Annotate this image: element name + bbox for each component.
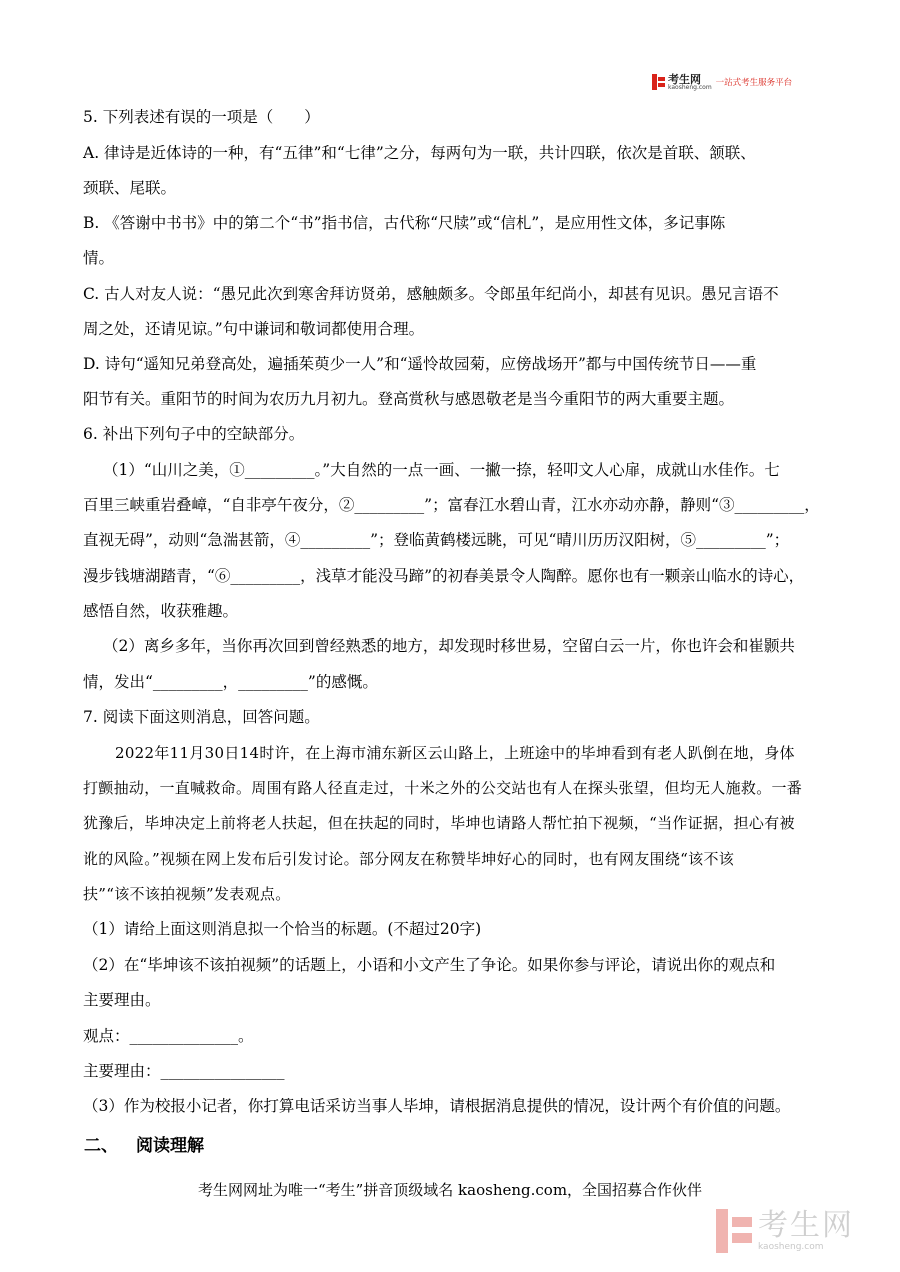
q6-part1-line-4: 漫步钱塘湖踏青，“⑥_________，浅草才能没马蹄”的初春美景令人陶醉。愿你也有一颗亲山临水的诗心， <box>83 567 805 585</box>
watermark-domain: kaosheng.com <box>758 1241 824 1252</box>
option-b-line-1: B. 《答谢中书书》中的第二个“书”指书信，古代称“尺牍”或“信札”，是应用性文体，多记事陈 <box>83 214 726 232</box>
watermark <box>716 1207 876 1255</box>
kaosheng-logo-icon <box>652 74 665 90</box>
q7-reason-blank: 主要理由：________________ <box>83 1062 285 1080</box>
news-line-1: 2022年11月30日14时许，在上海市浦东新区云山路上，上班途中的毕坤看到有老人趴倒在地，身体 <box>115 744 795 762</box>
q7-part2-line-2: 主要理由。 <box>83 991 161 1009</box>
q6-part1-line-3: 直视无碍”，动则“急湍甚箭，④_________”；登临黄鹤楼远眺，可见“晴川历历汉阳树，⑤_________”； <box>83 531 790 549</box>
logo-name: 考生网 <box>668 72 701 86</box>
q7-part1: （1）请给上面这则消息拟一个恰当的标题。(不超过20字) <box>83 920 482 938</box>
page-footer: 考生网网址为唯一“考生”拼音顶级域名 kaosheng.com，全国招募合作伙伴 <box>197 1181 703 1199</box>
logo-text <box>668 74 712 91</box>
option-c-line-2: 周之处，还请见谅。”句中谦词和敬词都使用合理。 <box>83 320 425 338</box>
section-title: 阅读理解 <box>136 1136 204 1156</box>
logo-domain: kaosheng.com <box>668 83 712 91</box>
option-d-line-2: 阳节有关。重阳节的时间为农历九月初九。登高赏秋与感恩敬老是当今重阳节的两大重要主题。 <box>83 390 735 408</box>
q7-part3: （3）作为校报小记者，你打算电话采访当事人毕坤，请根据消息提供的情况，设计两个有价值的问题。 <box>83 1097 791 1115</box>
q6-part1-line-2: 百里三峡重岩叠嶂，“自非亭午夜分，②_________”；富春江水碧山青，江水亦动亦静，静则“③_________， <box>83 496 820 514</box>
option-a-line-2: 颈联、尾联。 <box>83 179 177 197</box>
q7-part2-line-1: （2）在“毕坤该不该拍视频”的话题上，小语和小文产生了争论。如果你参与评论，请说出你的观点和 <box>83 956 776 974</box>
q6-part1-line-5: 感悟自然，收获雅趣。 <box>83 602 239 620</box>
q7-viewpoint-blank: 观点：______________。 <box>83 1027 254 1045</box>
news-line-2: 打颤抽动，一直喊救命。周围有路人径直走过，十米之外的公交站也有人在探头张望，但均无人施救。一番 <box>83 779 803 797</box>
news-line-5: 扶”“该不该拍视频”发表观点。 <box>83 885 291 903</box>
watermark-logo-icon <box>716 1209 752 1253</box>
option-d-line-1: D. 诗句“遥知兄弟登高处，遍插茱萸少一人”和“遥怜故园菊，应傍战场开”都与中国传统节日——重 <box>83 355 757 373</box>
q6-part2-line-2: 情，发出“_________，_________”的感慨。 <box>83 673 378 691</box>
section-heading <box>84 1131 204 1156</box>
option-c-line-1: C. 古人对友人说：“愚兄此次到寒舍拜访贤弟，感触颇多。令郎虽年纪尚小，却甚有见识。愚兄言语不 <box>83 285 779 303</box>
header-slogan: 一站式考生服务平台 <box>715 78 793 88</box>
page-header <box>652 72 792 92</box>
news-line-3: 犹豫后，毕坤决定上前将老人扶起，但在扶起的同时，毕坤也请路人帮忙拍下视频，“当作证据，担心有被 <box>83 814 795 832</box>
news-line-4: 讹的风险。”视频在网上发布后引发讨论。部分网友在称赞毕坤好心的同时，也有网友围绕“该不该 <box>83 850 735 868</box>
section-number: 二、 <box>84 1136 118 1156</box>
q6-part2-line-1: （2）离乡多年，当你再次回到曾经熟悉的地方，却发现时移世易，空留白云一片，你也许会和崔颢共 <box>103 637 795 655</box>
q6-part1-line-1: （1）“山川之美，①_________。”大自然的一点一画、一撇一捺，轻叩文人心扉，成就山水佳作。七 <box>103 461 780 479</box>
watermark-text <box>758 1207 854 1252</box>
option-a-line-1: A. 律诗是近体诗的一种，有“五律”和“七律”之分，每两句为一联，共计四联，依次是首联、颔联、 <box>83 144 756 162</box>
option-b-line-2: 情。 <box>83 249 115 267</box>
question-7-stem: 7. 阅读下面这则消息，回答问题。 <box>83 708 320 726</box>
watermark-name: 考生网 <box>758 1207 854 1243</box>
question-6-stem: 6. 补出下列句子中的空缺部分。 <box>83 425 305 443</box>
question-5-stem: 5. 下列表述有误的一项是（ ） <box>83 108 320 126</box>
